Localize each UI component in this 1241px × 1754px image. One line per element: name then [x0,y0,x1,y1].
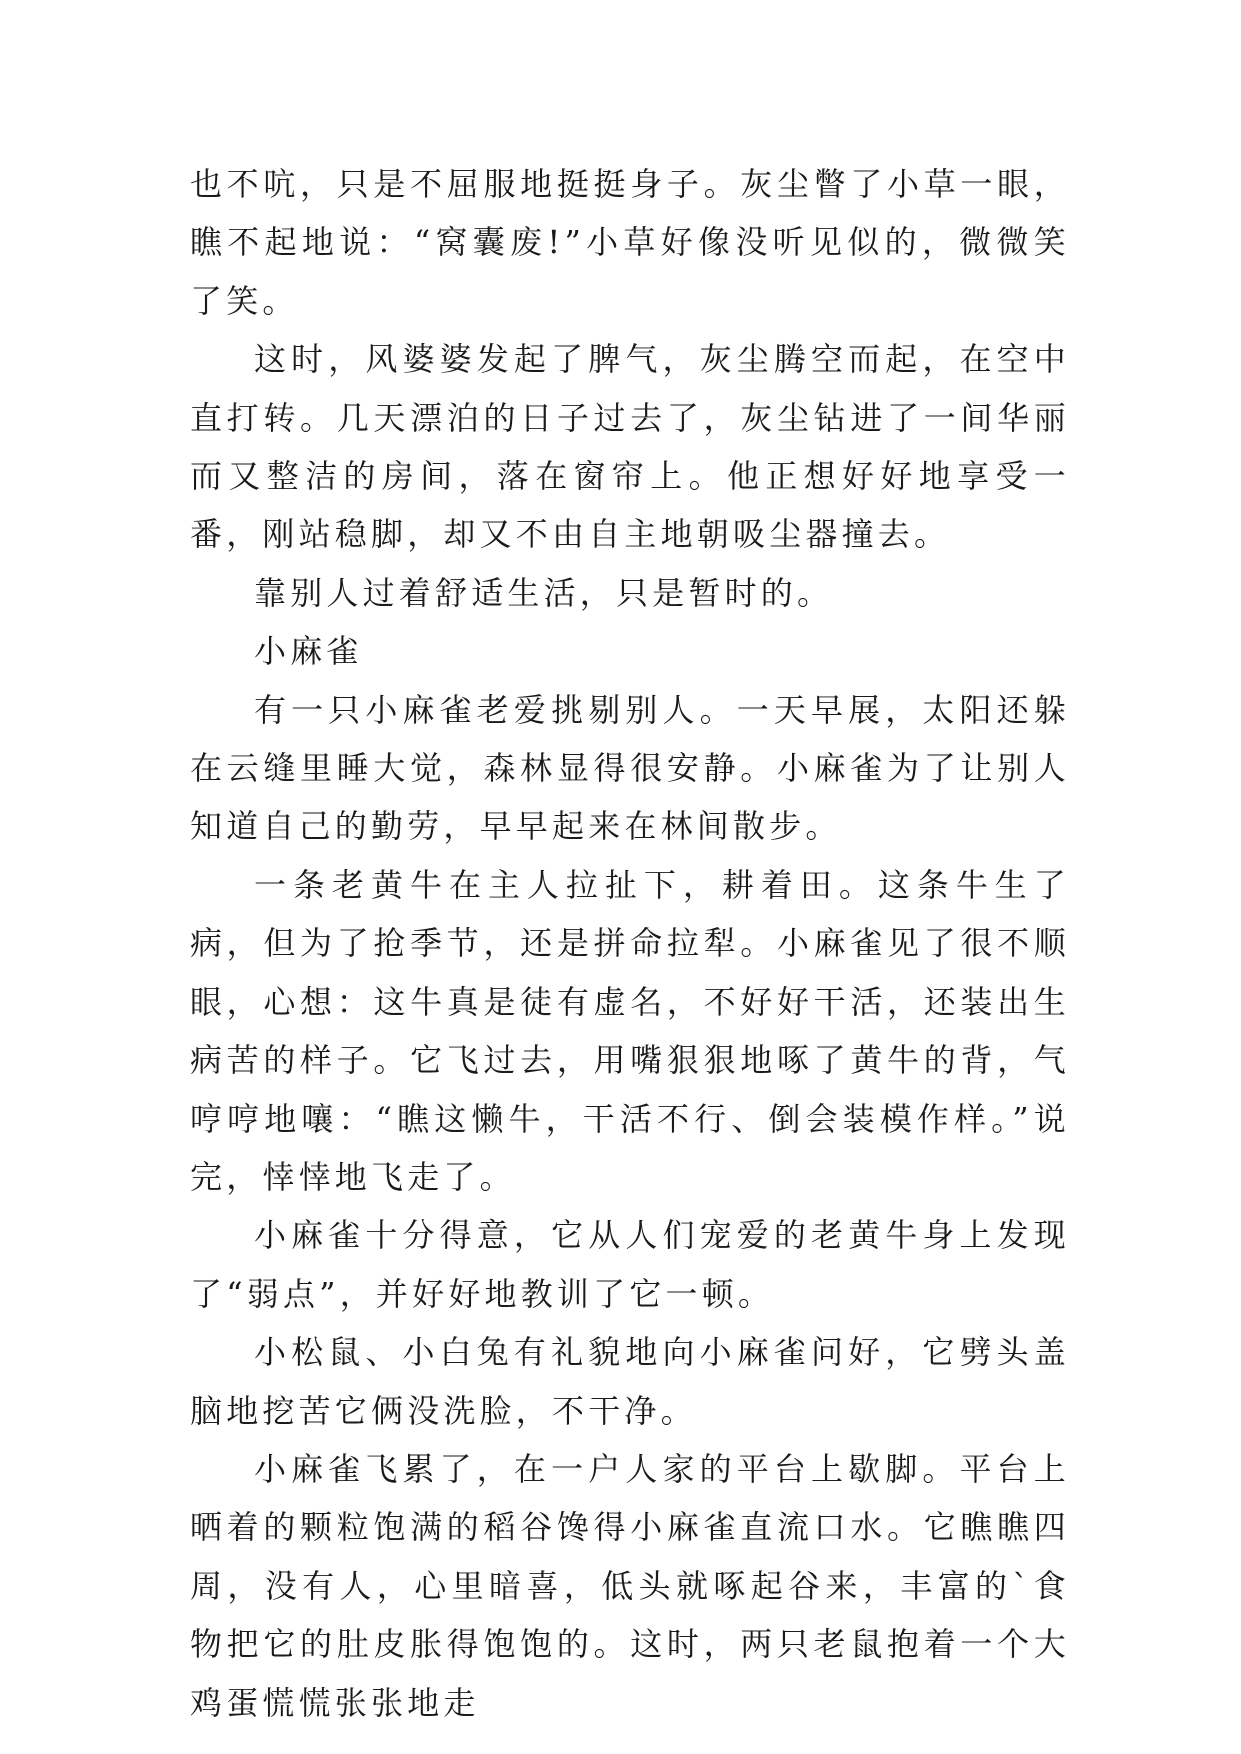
story-text [190,155,1070,1732]
paragraph: 靠别人过着舒适生活，只是暂时的。 [254,573,834,612]
paragraph: 这时，风婆婆发起了脾气，灰尘腾空而起，在空中直打转。几天漂泊的日子过去了，灰尘钻进了一间华丽而又整洁的房间，落在窗帘上。他正想好好地享受一番，刚站稳脚，却又不由自主地朝吸尘器撞去。 [190,340,1070,554]
paragraph: 小麻雀飞累了，在一户人家的平台上歇脚。平台上晒着的颗粒饱满的稻谷馋得小麻雀直流口水。它瞧瞧四周，没有人，心里暗喜，低头就啄起谷来，丰富的`食物把它的肚皮胀得饱饱的。这时，两只老鼠抱着一个大鸡蛋慌慌张张地走 [190,1449,1070,1722]
paragraph: 有一只小麻雀老爱挑剔别人。一天早展，太阳还躲在云缝里睡大觉，森林显得很安静。小麻雀为了让别人知道自己的勤劳，早早起来在林间散步。 [190,690,1070,846]
section-title: 小麻雀 [254,632,363,671]
paragraph: 小麻雀十分得意，它从人们宠爱的老黄牛身上发现了“弱点”，并好好地教训了它一顿。 [190,1216,1070,1313]
paragraph: 小松鼠、小白兔有礼貌地向小麻雀问好，它劈头盖脑地挖苦它俩没洗脸，不干净。 [190,1333,1070,1430]
paragraph: 一条老黄牛在主人拉扯下，耕着田。这条牛生了病，但为了抢季节，还是拼命拉犁。小麻雀见了很不顺眼，心想：这牛真是徒有虚名，不好好干活，还装出生病苦的样子。它飞过去，用嘴狠狠地啄了黄牛的背，气哼哼地嚷：“瞧这懒牛，干活不行、倒会装模作样。”说完，悻悻地飞走了。 [190,865,1070,1196]
paragraph: 也不吭，只是不屈服地挺挺身子。灰尘瞥了小草一眼，瞧不起地说：“窝囊废!”小草好像没听见似的，微微笑了笑。 [190,165,1070,320]
